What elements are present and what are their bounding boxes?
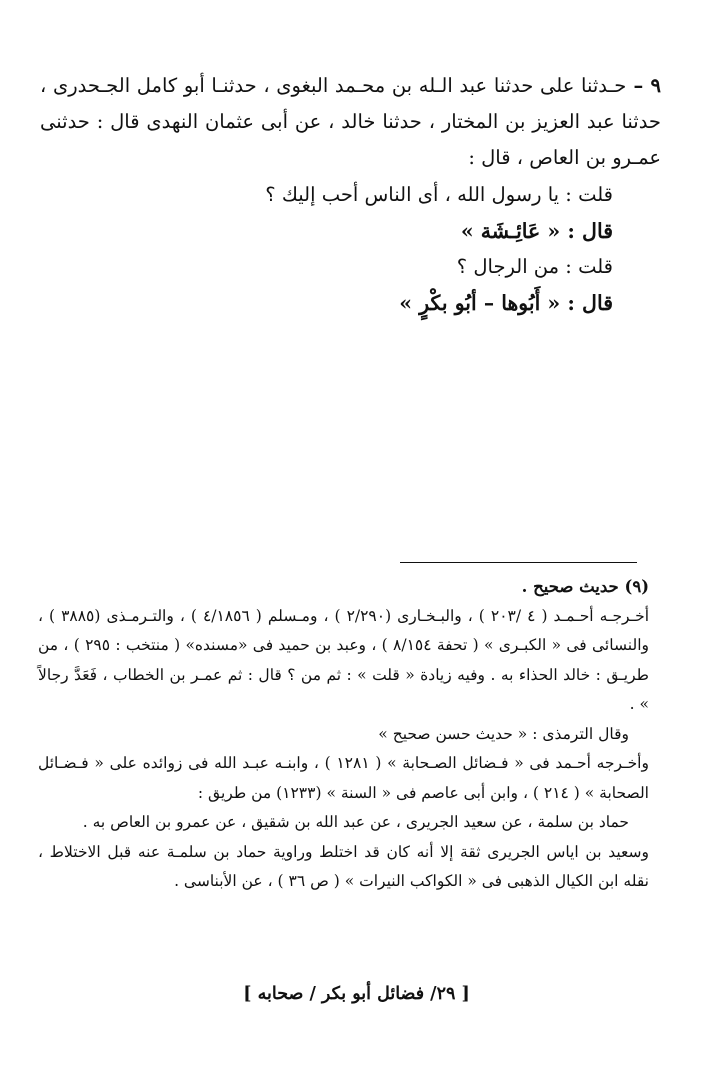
footnote-jurayri: وسعيد بن اياس الجريرى ثقة إلا أنه كان قد اختلط وراوية حماد بن سلمـة عنه قبل الاختلاط ، نقله ابن الكيال الذهبى فى « الكواكب النيرات » ( ص ٣٦ ) ، عن الأبناسى . xyxy=(38,842,649,890)
dialog-line-question: قلت : يا رسول الله ، أى الناس أحب إليك ؟ xyxy=(265,183,613,206)
hadith-number: ٩ xyxy=(650,74,662,97)
footnote-heading: (٩) حديث صحيح . xyxy=(521,577,649,596)
footnote-separator xyxy=(400,562,637,563)
footnote-isnad-hammad: حماد بن سلمة ، عن سعيد الجريرى ، عن عبد الله بن شقيق ، عن عمرو بن العاص به . xyxy=(82,813,629,831)
hadith-isnad-text: حـدثنا على حدثنا عبد الـله بن محـمد البغوى ، حدثنـا أبو كامل الجـحدرى ، حدثنا عبد العزيز بن المختار ، حدثنا خالد ، عن أبى عثمان النهدى قال : حدثنى عمـرو بن العاص ، قال : xyxy=(40,74,661,169)
hadith-dash: – xyxy=(626,74,651,97)
dialog-line-answer: قال : « عَائِـشَة » xyxy=(460,219,613,243)
footnotes xyxy=(38,572,649,897)
hadith-isnad xyxy=(40,68,661,176)
footnote-tirmidhi: وقال الترمذى : « حديث حسن صحيح » xyxy=(378,724,629,743)
hadith-dialog xyxy=(93,177,613,321)
dialog-line-question-men: قلت : من الرجال ؟ xyxy=(456,255,613,278)
page-footer: [ ٢٩/ فضائل أبو بكر / صحابه ] xyxy=(243,984,470,1004)
footnote-takhrij: أخـرجـه أحـمـد ( ٤ /٢٠٣ ) ، والبـخـارى (٢/٢٩٠ ) ، ومـسلم ( ٤/١٨٥٦ ) ، والتـرمـذى (٣٨٨٥ ) ، والنسائى فى « الكبـرى » ( تحفة ٨/١٥٤ ) ، وعبد بن حميد فى «مسنده» ( منتخب : ٢٩٥ ) ، من طريـق : خالد الحذاء به . وفيه زيادة « قلت » : ثم من ؟ قال : ثم عمـر بن الخطاب ، فَعَدَّ رجالاً » . xyxy=(38,606,650,713)
dialog-line-answer-men: قال : « أَبُوها – أبُو بكْرٍ » xyxy=(399,291,613,315)
footnote-fadail: وأخـرجه أحـمد فى « فـضائل الصـحابة » ( ١٢٨١ ) ، وابنـه عبـد الله فى زوائده على « فـضـائل الصحابة » ( ٢١٤ ) ، وابن أبى عاصم فى « السنة » (١٢٣٣) من طريق : xyxy=(38,754,649,802)
